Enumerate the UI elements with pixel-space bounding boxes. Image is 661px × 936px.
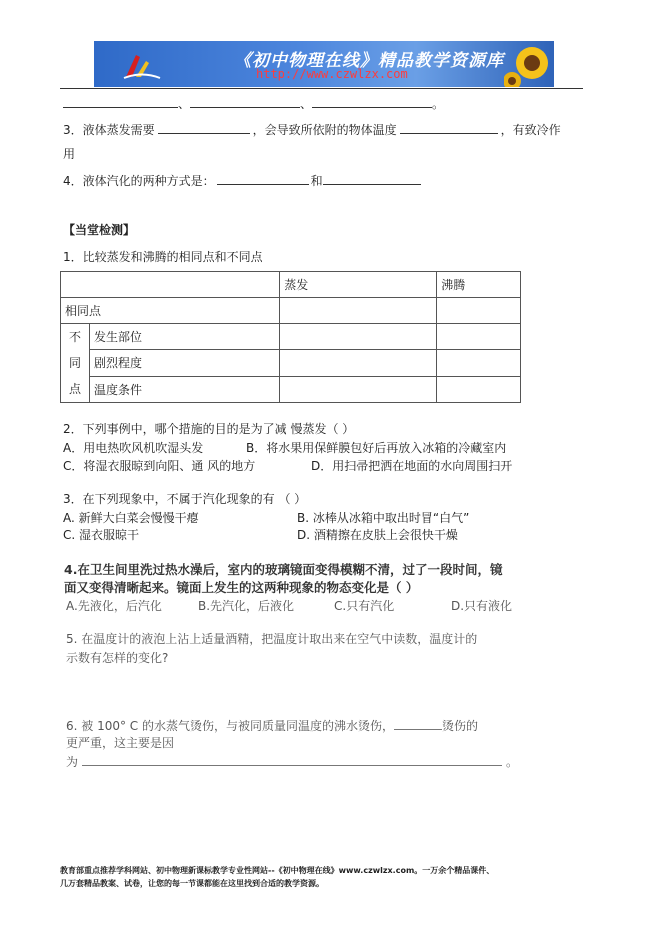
table-header-boiling: 沸腾 — [437, 272, 521, 298]
mc2-option-a: A．用电热吹风机吹湿头发 — [63, 441, 204, 455]
mc2-option-b: B．将水果用保鲜膜包好后再放入冰箱的冷藏室内 — [246, 441, 507, 455]
q4-option-d: D.只有液化 — [451, 599, 513, 613]
mc3-option-d: D. 酒精擦在皮肤上会很快干燥 — [297, 528, 458, 542]
table-row — [61, 272, 521, 298]
header-banner — [94, 41, 554, 87]
table-cell — [280, 376, 437, 402]
q5-line-1: 5. 在温度计的液泡上沾上适量酒精，把温度计取出来在空气中读数，温度计的 — [66, 632, 478, 646]
table-cell — [437, 324, 521, 350]
blank — [323, 172, 421, 185]
q4-option-a: A.先液化，后汽化 — [66, 599, 162, 613]
blank — [63, 95, 178, 108]
question-3-cont: 用 — [63, 147, 76, 161]
mc3-option-b: B. 冰棒从冰箱中取出时冒“白气” — [297, 511, 470, 525]
table-label-different: 不 同 点 — [61, 324, 90, 403]
sunflower-icon — [504, 41, 554, 87]
blank — [82, 753, 502, 766]
blank — [400, 121, 498, 134]
fill-in-line-top: 、 、 。 — [63, 95, 444, 112]
footer-line-1: 教育部重点推荐学科网站、初中物理新课标教学专业性网站--《初中物理在线》www.czwlzx.com。一万余个精品课件、 — [60, 866, 495, 875]
header-rule — [60, 88, 583, 89]
table-cell — [280, 350, 437, 376]
table-cell — [61, 272, 280, 298]
mc3-stem: 3．在下列现象中，不属于汽化现象的有 （ ） — [63, 492, 307, 506]
table-row — [61, 324, 521, 350]
banner-title: 《初中物理在线》精品教学资源库 — [234, 51, 504, 71]
mc2-stem: 2．下列事例中，哪个措施的目的是为了减 慢蒸发（ ） — [63, 422, 355, 436]
logo-icon — [122, 51, 162, 81]
q5-line-2: 示数有怎样的变化? — [66, 651, 169, 665]
table-cell — [437, 298, 521, 324]
table-row — [61, 376, 521, 402]
q4-option-c: C.只有汽化 — [334, 599, 395, 613]
section-title: 【当堂检测】 — [63, 223, 136, 237]
q6-line-1: 6. 被 100° C 的水蒸气烫伤，与被同质量同温度的沸水烫伤， 烫伤的 — [66, 719, 479, 733]
question-4-line: 4．液体汽化的两种方式是： 和 — [63, 172, 421, 189]
table-row — [61, 350, 521, 376]
table-cell — [437, 376, 521, 402]
q6-line-2: 更严重，这主要是因 — [66, 736, 175, 750]
q4-option-b: B.先汽化，后液化 — [198, 599, 295, 613]
table-label-intensity: 剧烈程度 — [90, 350, 280, 376]
mc2-option-d: D．用扫帚把洒在地面的水向周围扫开 — [311, 459, 513, 473]
table-header-evaporation: 蒸发 — [280, 272, 437, 298]
table-label-location: 发生部位 — [90, 324, 280, 350]
comparison-table — [60, 271, 521, 403]
blank — [158, 121, 250, 134]
footer-line-2: 几万套精品教案、试卷，让您的每一节课都能在这里找到合适的教学资源。 — [60, 879, 324, 888]
table-intro: 1．比较蒸发和沸腾的相同点和不同点 — [63, 250, 263, 264]
mc3-option-c: C. 湿衣服晾干 — [63, 528, 140, 542]
blank — [190, 95, 300, 108]
q4-line-1: 4.在卫生间里洗过热水澡后，室内的玻璃镜面变得模糊不清，过了一段时间，镜 — [64, 562, 503, 577]
table-label-temperature: 温度条件 — [90, 376, 280, 402]
table-row — [61, 298, 521, 324]
table-cell — [280, 298, 437, 324]
table-cell — [280, 324, 437, 350]
mc2-option-c: C．将湿衣服晾到向阳、通 风的地方 — [63, 459, 256, 473]
blank — [312, 95, 432, 108]
question-3-line: 3．液体蒸发需要 ，会导致所依附的物体温度 ，有致冷作 — [63, 123, 561, 137]
table-label-same: 相同点 — [61, 298, 280, 324]
blank — [217, 172, 309, 185]
banner-url: http://www.czwlzx.com — [256, 67, 408, 81]
mc3-option-a: A. 新鲜大白菜会慢慢干瘪 — [63, 511, 199, 525]
table-cell — [437, 350, 521, 376]
blank — [394, 717, 442, 730]
q6-line-3: 为 。 — [66, 755, 519, 769]
q4-line-2: 面又变得清晰起来。镜面上发生的这两种现象的物态变化是（ ） — [64, 580, 419, 595]
